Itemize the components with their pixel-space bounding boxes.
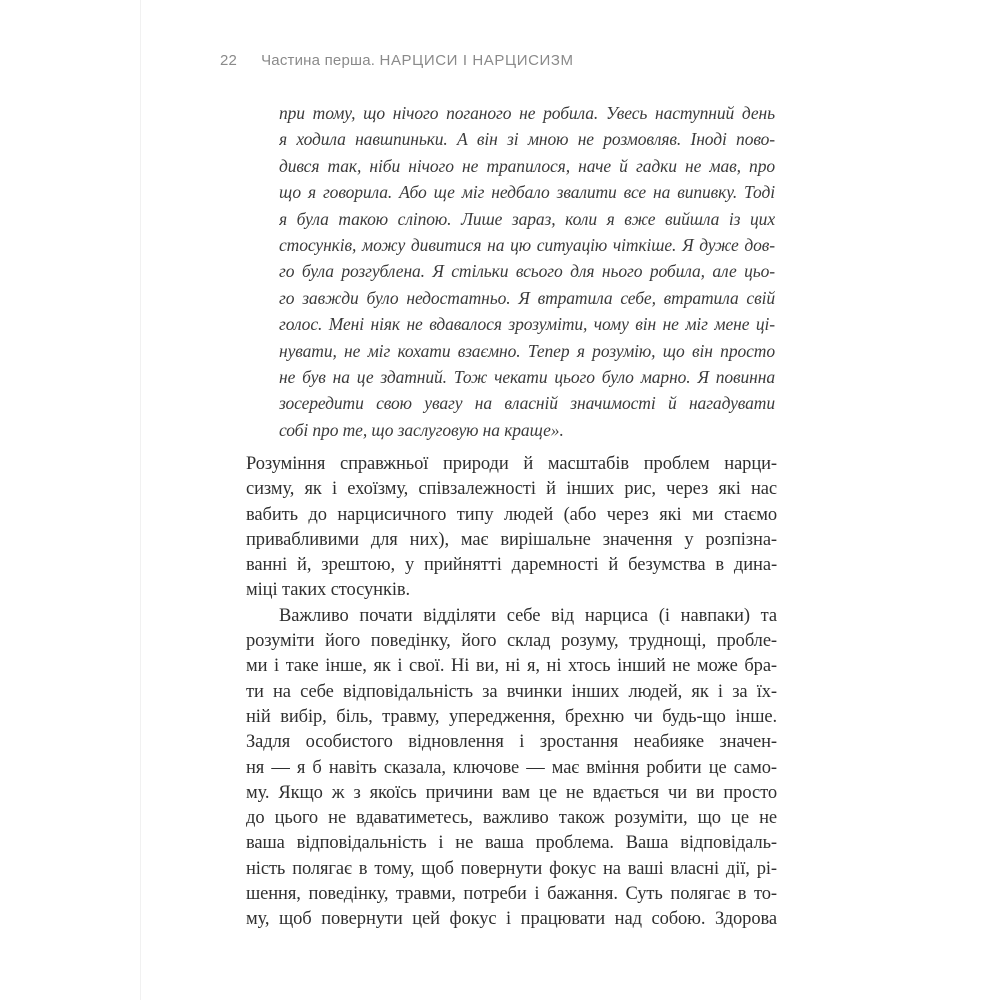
running-head-section: Частина перша.	[261, 52, 376, 69]
text-line: Задля особистого відновлення і зростання неабияке значен-	[246, 732, 777, 753]
text-line: ваша відповідальність і не ваша проблема. Ваша відповідаль-	[246, 833, 777, 854]
text-line: сизму, як і ехоїзму, співзалежності й інших рис, через які нас	[246, 479, 777, 500]
text-line: до цього не вдаватиметесь, важливо також розуміти, що це не	[246, 808, 777, 829]
text-line: ти на себе відповідальність за вчинки інших людей, як і за їх-	[246, 681, 777, 702]
text-line: при тому, що нічого поганого не робила. Увесь наступний день	[279, 103, 775, 123]
text-line: я була такою сліпою. Лише зараз, коли я вже вийшла із цих	[279, 208, 775, 229]
text-line: дився так, ніби нічого не трапилося, наче й гадки не мав, про	[279, 155, 775, 176]
text-line: ність полягає в тому, щоб повернути фокус на ваші власні дії, рі-	[246, 858, 777, 879]
text-line: міці таких стосунків.	[246, 580, 411, 601]
text-line: голос. Мені ніяк не вдавалося зрозуміти, чому він не міг мене ці-	[279, 314, 775, 335]
text-line: му, щоб повернути цей фокус і працювати над собою. Здорова	[246, 909, 777, 930]
text-line: стосунків, можу дивитися на цю ситуацію чіткіше. Я дуже дов-	[279, 234, 775, 255]
body-text	[246, 452, 777, 933]
paragraph	[246, 604, 777, 933]
text-line: я ходила навшпиньки. А він зі мною не розмовляв. Іноді пово-	[279, 129, 775, 150]
text-line: що я говорила. Або ще міг недбало звалити все на випивку. Тоді	[279, 182, 775, 203]
text-line: шення, поведінку, травми, потреби і бажання. Суть полягає в то-	[246, 884, 777, 905]
text-line: собі про те, що заслуговую на краще».	[279, 419, 564, 440]
text-line: Розуміння справжньої природи й масштабів проблем нарци-	[246, 454, 777, 474]
block-quote	[279, 100, 775, 443]
text-line: ній вибір, біль, травму, упередження, брехню чи будь-що інше.	[246, 706, 777, 727]
text-line: го завжди було недостатньо. Я втратила себе, втратила свій	[279, 287, 775, 308]
text-line: му. Якщо ж з якоїсь причини вам це не вдається чи ви просто	[246, 782, 777, 803]
page-number: 22	[220, 52, 238, 69]
text-line: розуміти його поведінку, його склад розуму, труднощі, пробле-	[246, 631, 777, 652]
text-line: Важливо почати відділяти себе від нарциса (і навпаки) та	[279, 605, 777, 626]
text-line: го була розгублена. Я стільки всього для нього робила, але цьо-	[279, 261, 775, 282]
text-line: привабливими для них), має вирішальне значення у розпізна-	[246, 529, 777, 550]
running-head-text	[261, 52, 574, 69]
paragraph	[246, 452, 777, 604]
text-line: ми і таке інше, як і свої. Ні ви, ні я, ні хтось інший не може бра-	[246, 656, 777, 677]
text-line: зосередити свою увагу на власній значимості й нагадувати	[279, 393, 775, 414]
running-head	[220, 52, 574, 69]
text-line: нувати, не міг кохати взаємно. Тепер я розумію, що він просто	[279, 340, 775, 361]
text-line: ванні й, зрештою, у прийнятті даремності й безумства в дина-	[246, 555, 777, 576]
page-edge-divider	[140, 0, 141, 1000]
text-line: ня — я б навіть сказала, ключове — має вміння робити це само-	[246, 757, 777, 778]
text-line: не був на це здатний. Тож чекати цього було марно. Я повинна	[279, 366, 775, 387]
text-line: вабить до нарцисичного типу людей (або через які ми стаємо	[246, 504, 777, 525]
running-head-chapter: НАРЦИСИ І НАРЦИСИЗМ	[379, 52, 574, 69]
